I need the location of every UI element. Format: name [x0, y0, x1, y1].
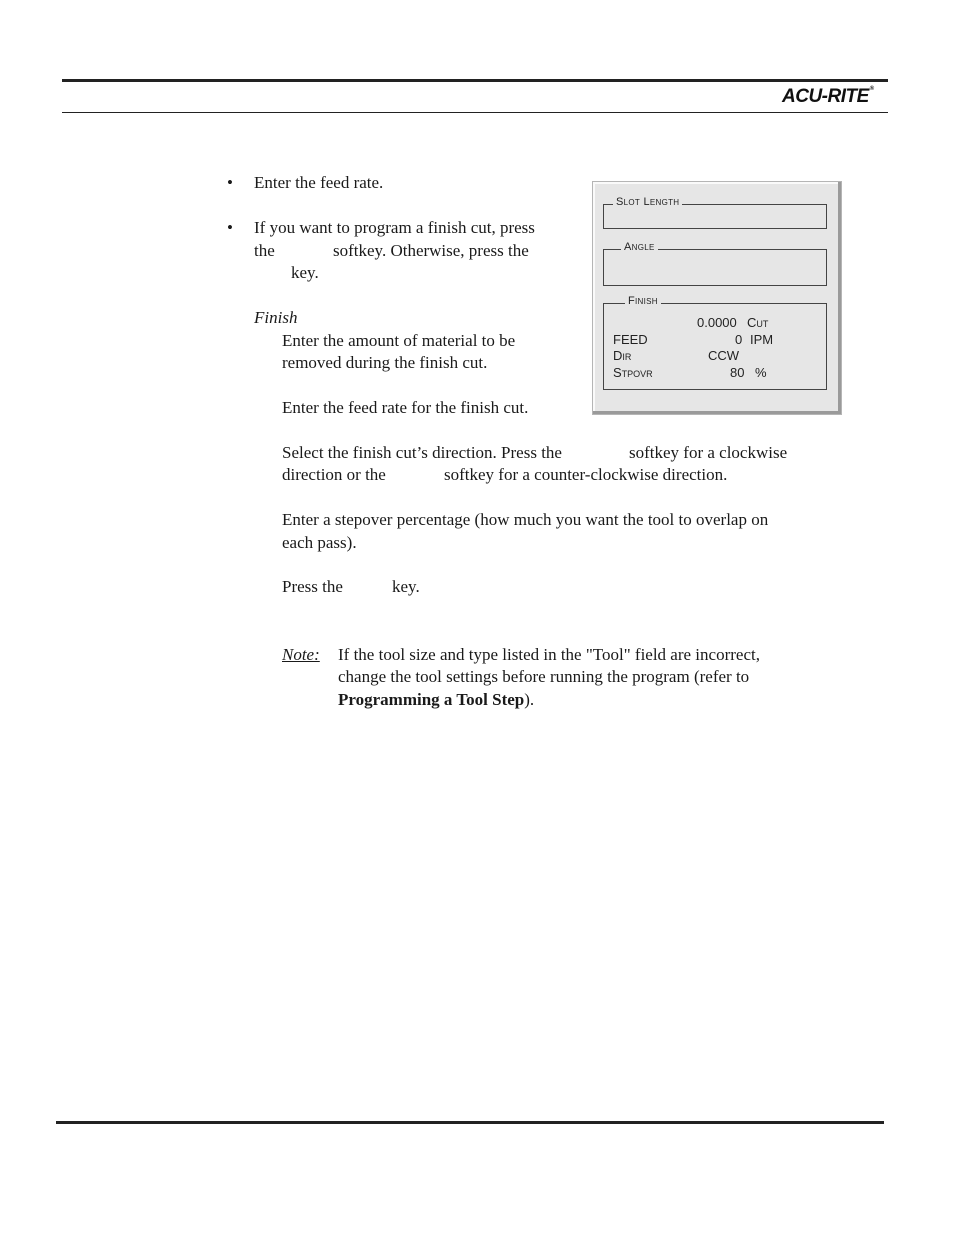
finish-amount-line2: removed during the finish cut.	[282, 353, 488, 372]
footer-rule	[56, 1121, 884, 1124]
stepover-label: Stpovr	[613, 365, 653, 380]
feed-label: FEED	[613, 332, 648, 347]
slot-length-label: Slot Length	[613, 196, 682, 208]
acu-rite-logo	[782, 86, 874, 108]
slot-screen-panel	[592, 181, 842, 415]
bullet-dot-2: •	[227, 218, 233, 237]
note-line3-end: ).	[524, 690, 535, 709]
programming-tool-step-reference: Programming a Tool Step	[338, 690, 525, 709]
step-finish-cut-line2a: the	[254, 241, 275, 260]
feed-unit: IPM	[750, 332, 774, 347]
note-line1: If the tool size and type listed in the "Tool" field are incorrect,	[338, 645, 760, 664]
finish-press-key-a: Press the	[282, 577, 343, 596]
finish-press-key-b: key.	[392, 577, 420, 596]
bullet-dot-1: •	[227, 173, 233, 192]
finish-stepover-line2: each pass).	[282, 533, 357, 552]
angle-group	[603, 249, 827, 286]
step-enter-feed-rate: Enter the feed rate.	[254, 173, 384, 192]
finish-direction-line1b: softkey for a clockwise	[629, 443, 788, 462]
finish-direction-line2b: softkey for a counter-clockwise direction.	[444, 465, 728, 484]
finish-direction-line1a: Select the finish cut’s direction. Press the	[282, 443, 562, 462]
dir-value: CCW	[708, 348, 740, 363]
stepover-unit: %	[755, 365, 767, 380]
note-label: Note:	[282, 645, 320, 664]
note-line2: change the tool settings before running the program (refer to	[338, 667, 750, 686]
logo-text: ACU-RITE	[782, 86, 869, 107]
finish-direction-line2a: direction or the	[282, 465, 386, 484]
finish-heading: Finish	[254, 308, 298, 327]
header-rule-thick	[62, 79, 888, 82]
dir-label: Dir	[613, 348, 632, 363]
note-line3	[338, 689, 534, 712]
finish-cut-unit: Cut	[747, 315, 769, 330]
feed-value: 0	[735, 332, 743, 347]
step-finish-cut-line3: key.	[291, 263, 319, 282]
header-rule-thin	[62, 112, 888, 113]
stepover-value: 80	[730, 365, 745, 380]
step-finish-cut-line1: If you want to program a finish cut, press	[254, 218, 535, 237]
finish-stepover-line1: Enter a stepover percentage (how much you want the tool to overlap on	[282, 510, 769, 529]
angle-label: Angle	[621, 241, 658, 253]
step-finish-cut-line2b: softkey. Otherwise, press the	[333, 241, 529, 260]
finish-amount-line1: Enter the amount of material to be	[282, 331, 516, 350]
logo-registered-mark: ®	[869, 86, 874, 92]
finish-feed-rate: Enter the feed rate for the finish cut.	[282, 398, 529, 417]
finish-label: Finish	[625, 295, 661, 307]
finish-cut-value: 0.0000	[697, 315, 737, 330]
